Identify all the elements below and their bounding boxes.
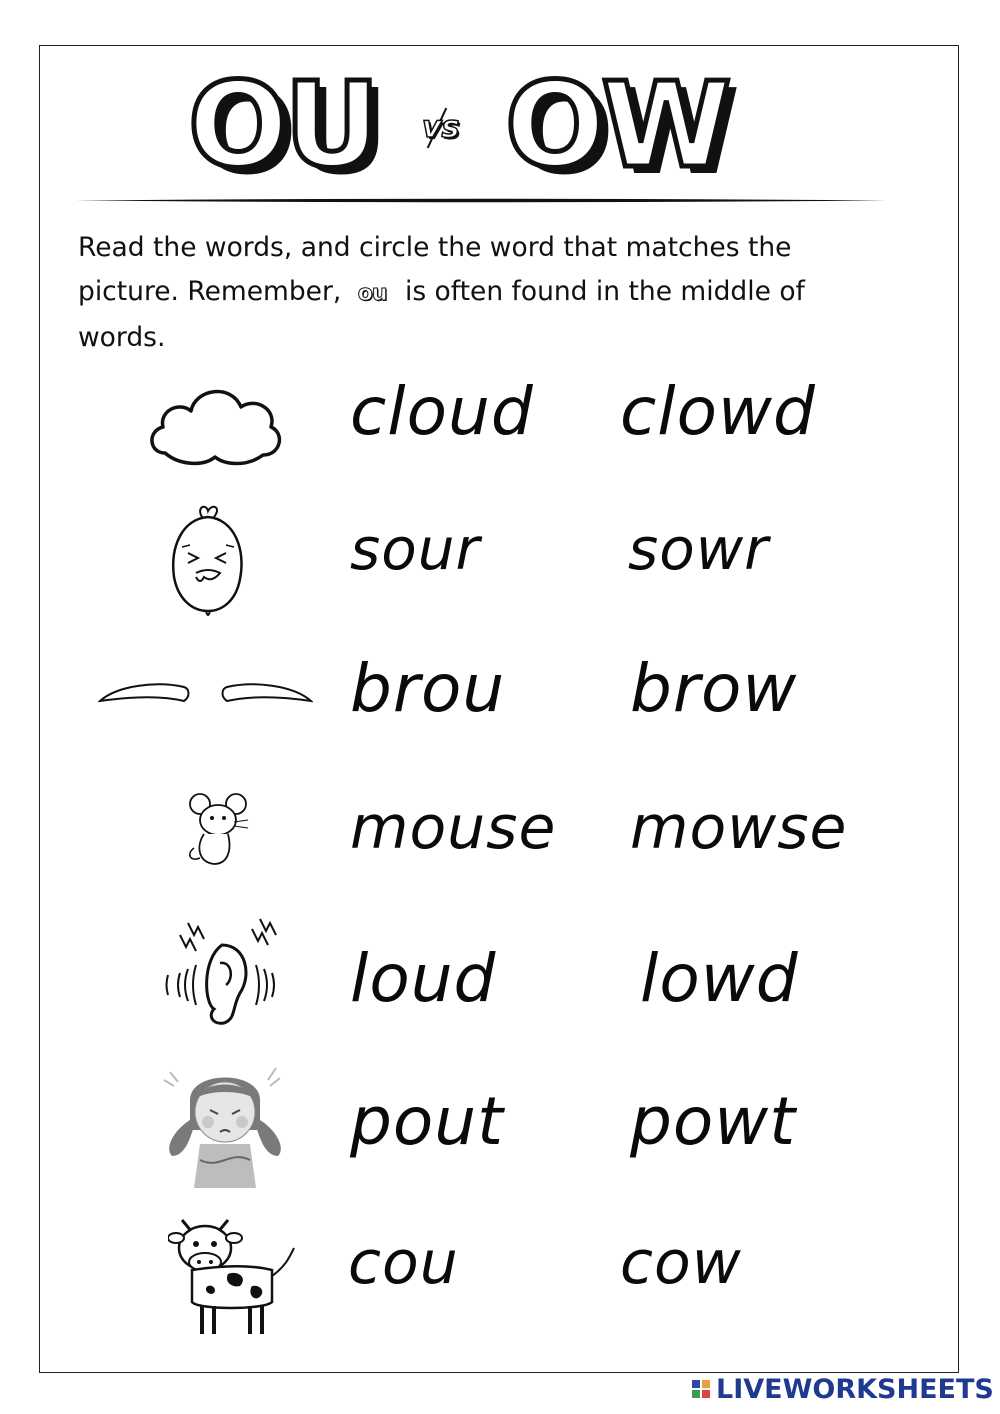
option-a-word[interactable]: cou [348,1228,459,1298]
word-row-cow [0,1200,1000,1330]
footer-brand: LIVEWORKSHEETS [716,1374,994,1405]
option-b-word[interactable]: mowse [630,793,848,863]
instructions-text-2: is often found in the middle of words. [78,276,805,353]
title-ow: OW [505,56,728,194]
word-row-loud [0,910,1000,1040]
word-row-cloud [0,355,1000,485]
word-row-brow [0,635,1000,765]
cloud-icon [145,375,285,470]
option-b-word[interactable]: brow [630,650,798,727]
mouse-icon [184,790,254,870]
option-a-word[interactable]: loud [350,940,497,1017]
instructions-ou-label: ou [357,281,387,306]
title-divider [75,198,887,203]
loud-ear-icon [160,915,285,1035]
eyebrows-icon [98,675,313,715]
option-b-word[interactable]: clowd [620,373,816,450]
logo-square-icon [702,1390,710,1398]
liveworksheets-logo [688,1374,994,1406]
option-a-word[interactable]: brou [350,650,506,727]
instructions-text-1: Read the words, and circle the word that matches the picture. Remember, [78,232,792,307]
option-a-word[interactable]: sour [350,515,481,583]
option-b-word[interactable]: powt [630,1083,797,1160]
worksheet-title [0,56,1000,194]
option-b-word[interactable]: cow [620,1228,742,1298]
option-a-word[interactable]: cloud [350,373,534,450]
option-b-word[interactable]: lowd [640,940,799,1017]
instructions [78,226,878,360]
pouting-girl-icon [160,1060,290,1190]
word-row-sour [0,495,1000,625]
option-b-word[interactable]: sowr [628,515,769,583]
word-row-pout [0,1055,1000,1185]
title-ou: OU [188,56,377,194]
option-a-word[interactable]: pout [350,1083,504,1160]
word-row-mouse [0,775,1000,905]
logo-square-icon [692,1390,700,1398]
option-a-word[interactable]: mouse [350,793,557,863]
sour-lemon-icon [168,503,248,621]
logo-square-icon [692,1380,700,1388]
title-vs: vs [422,110,460,145]
logo-square-icon [702,1380,710,1388]
cow-icon [168,1206,298,1341]
